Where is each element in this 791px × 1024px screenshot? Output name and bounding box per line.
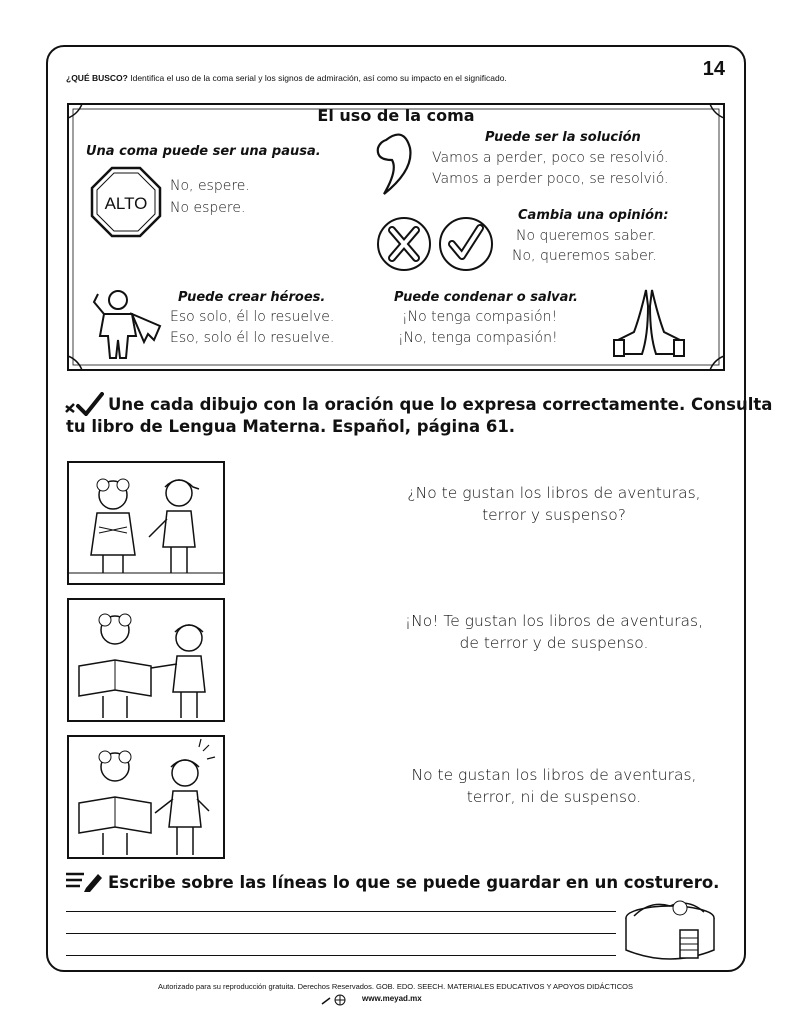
picture-girl-reading-boy-explaining[interactable]: [67, 735, 225, 859]
sentence-1-line1: ¿No te gustan los libros de aventuras,: [407, 484, 701, 502]
solution-line1: Vamos a perder, poco se resolvió.: [432, 150, 669, 166]
write-line-3[interactable]: [66, 955, 616, 956]
activity1-instruction-line2: tu libro de Lengua Materna. Español, página 61.: [66, 417, 516, 436]
pause-line1: No, espere.: [170, 178, 250, 194]
opinion-heading: Cambia una opinión:: [518, 208, 669, 223]
sentence-2-line2: de terror y de suspenso.: [459, 634, 649, 652]
save-line1: ¡No tenga compasión!: [402, 309, 558, 325]
objective-text: Identifica el uso de la coma serial y los signos de admiración, así como su impacto en el significado.: [127, 73, 507, 83]
hero-icon: [90, 286, 170, 362]
stop-sign-icon: [90, 166, 162, 238]
sentence-3-line2: terror, ni de suspenso.: [466, 788, 642, 806]
activity2-instruction: Escribe sobre las líneas lo que se puede guardar en un costurero.: [108, 873, 720, 892]
solution-line2: Vamos a perder poco, se resolvió.: [432, 171, 669, 187]
picture-girl-reading-boy-pointing[interactable]: [67, 598, 225, 722]
write-line-2[interactable]: [66, 933, 616, 934]
write-lines-icon: [64, 870, 104, 892]
footer-url[interactable]: [320, 994, 460, 1006]
sentence-1-line2: terror y suspenso?: [482, 506, 626, 524]
heroes-line2: Eso, solo él lo resuelve.: [170, 330, 335, 346]
objective: [66, 73, 507, 83]
praying-hands-icon: [612, 286, 686, 362]
kids-scene-3: [69, 737, 223, 857]
solution-heading: Puede ser la solución: [485, 130, 641, 145]
save-heading: Puede condenar o salvar.: [394, 290, 578, 305]
page-number: 14: [702, 58, 725, 80]
footer-url-text: www.meyad.mx: [362, 994, 422, 1003]
globe-icon: [320, 994, 360, 1006]
picture-girl-arms-crossed[interactable]: [67, 461, 225, 585]
sentence-1[interactable]: [384, 482, 724, 526]
sentence-3-line1: No te gustan los libros de aventuras,: [411, 766, 697, 784]
sentence-3[interactable]: [384, 764, 724, 808]
wrong-right-icons: [376, 212, 496, 276]
write-line-1[interactable]: [66, 911, 616, 912]
comma-info-box: [64, 100, 728, 374]
heroes-line1: Eso solo, él lo resuelve.: [170, 309, 335, 325]
footer-text: Autorizado para su reproducción gratuita. Derechos Reservados. GOB. EDO. SEECH. MATERIALES EDUCATIVOS Y APOYOS DIDÁCTICOS: [157, 982, 634, 991]
activity1-instruction: [66, 394, 772, 438]
activity1-instruction-line1: Une cada dibujo con la oración que lo expresa correctamente. Consulta: [108, 395, 773, 414]
save-line2: ¡No, tenga compasión!: [398, 330, 558, 346]
objective-label: ¿QUÉ BUSCO?: [66, 73, 128, 83]
sentence-2-line1: ¡No! Te gustan los libros de aventuras,: [404, 612, 704, 630]
pause-line2: No espere.: [170, 200, 246, 216]
opinion-line2: No, queremos saber.: [512, 248, 657, 264]
heroes-heading: Puede crear héroes.: [178, 290, 326, 305]
sentence-2[interactable]: [384, 610, 724, 654]
info-title: El uso de la coma: [317, 106, 475, 125]
stop-sign-text: ALTO: [104, 194, 148, 213]
kids-scene-1: [69, 463, 223, 583]
opinion-line1: No queremos saber.: [516, 228, 657, 244]
pause-heading: Una coma puede ser una pausa.: [86, 144, 321, 159]
comma-icon: [364, 130, 424, 200]
kids-scene-2: [69, 600, 223, 720]
sewing-box-icon: [620, 894, 726, 966]
